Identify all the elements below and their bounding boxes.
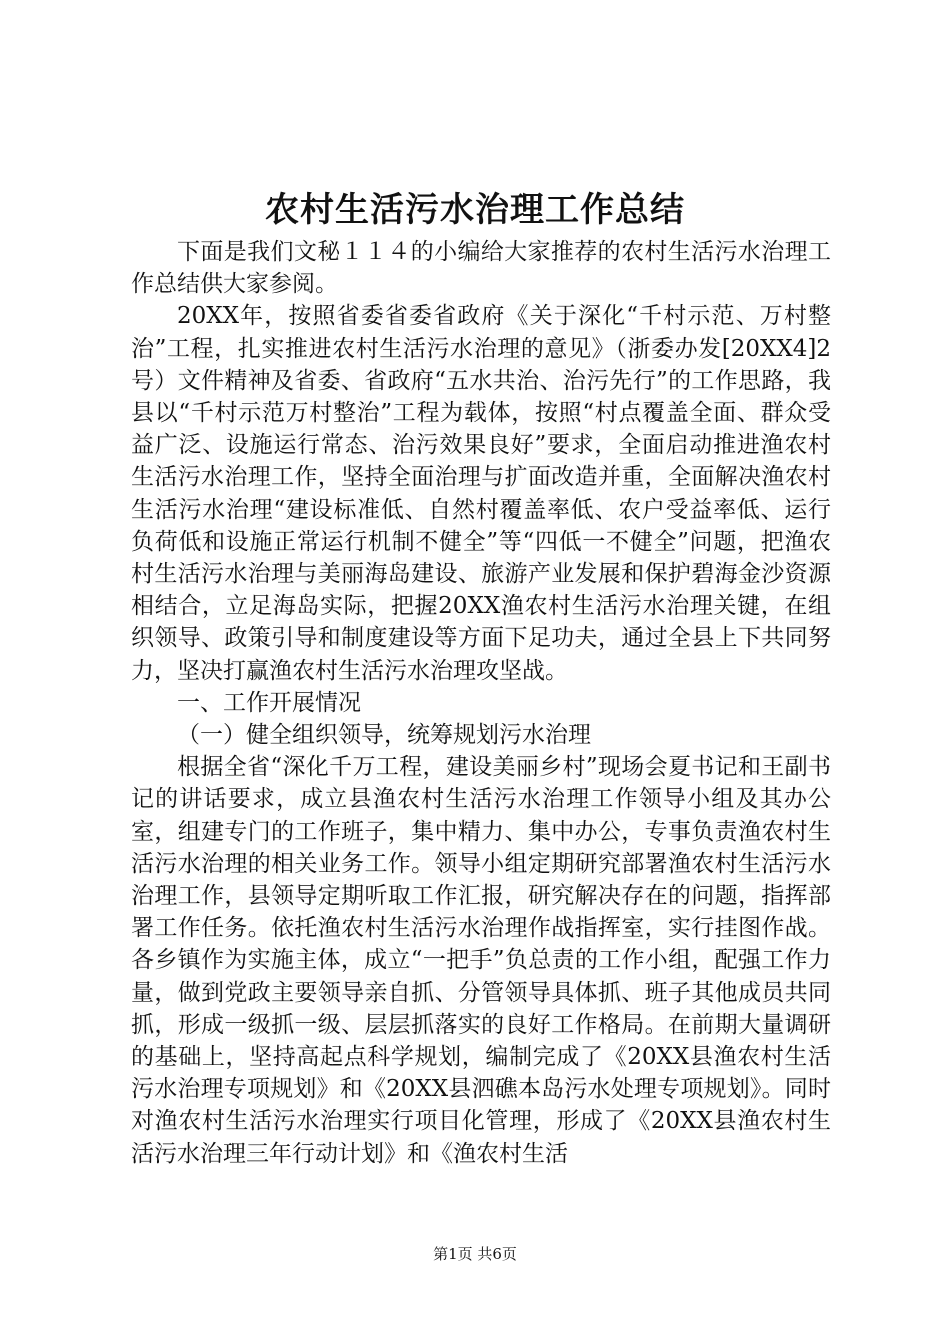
organization-paragraph: 根据全省“深化千万工程，建设美丽乡村”现场会夏书记和王副书记的讲话要求，成立县渔农村生活污水治理工作领导小组及其办公室，组建专门的工作班子，集中精力、集中办公，专事负责渔农村生活污水治理的相关业务工作。领导小组定期研究部署渔农村生活污水治理工作，县领导定期听取工作汇报，研究解决存在的问题，指挥部署工作任务。依托渔农村生活污水治理作战指挥室，实行挂图作战。各乡镇作为实施主体，成立“一把手”负总责的工作小组，配强工作力量，做到党政主要领导亲自抓、分管领导具体抓、班子其他成员共同抓，形成一级抓一级、层层抓落实的良好工作格局。在前期大量调研的基础上，坚持高起点科学规划，编制完成了《20XX县渔农村生活污水治理专项规划》和《20XX县泗礁本岛污水处理专项规划》。同时对渔农村生活污水治理实行项目化管理，形成了《20XX县渔农村生活污水治理三年行动计划》和《渔农村生活 — [131, 754, 831, 1167]
background-paragraph: 20XX年，按照省委省委省政府《关于深化“千村示范、万村整治”工程，扎实推进农村生活污水治理的意见》（浙委办发[20XX4]2号）文件精神及省委、省政府“五水共治、治污先行”的工作思路，我县以“千村示范万村整治”工程为载体，按照“村点覆盖全面、群众受益广泛、设施运行常态、治污效果良好”要求，全面启动推进渔农村生活污水治理工作，坚持全面治理与扩面改造并重，全面解决渔农村生活污水治理“建设标准低、自然村覆盖率低、农户受益率低、运行负荷低和设施正常运行机制不健全”等“四低一不健全”问题，把渔农村生活污水治理与美丽海岛建设、旅游产业发展和保护碧海金沙资源相结合，立足海岛实际，把握20XX渔农村生活污水治理关键，在组织领导、政策引导和制度建设等方面下足功夫，通过全县上下共同努力，坚决打赢渔农村生活污水治理攻坚战。 — [131, 303, 831, 684]
document-body — [131, 236, 831, 1170]
section-heading: 一、工作开展情况 — [177, 689, 361, 716]
intro-paragraph: 下面是我们文秘１１４的小编给大家推荐的农村生活污水治理工作总结供大家参阅。 — [131, 239, 831, 298]
document-title: 农村生活污水治理工作总结 — [265, 190, 685, 230]
page-number-footer: 第1页 共6页 — [433, 1245, 517, 1263]
subsection-heading: （一）健全组织领导，统筹规划污水治理 — [177, 722, 591, 749]
